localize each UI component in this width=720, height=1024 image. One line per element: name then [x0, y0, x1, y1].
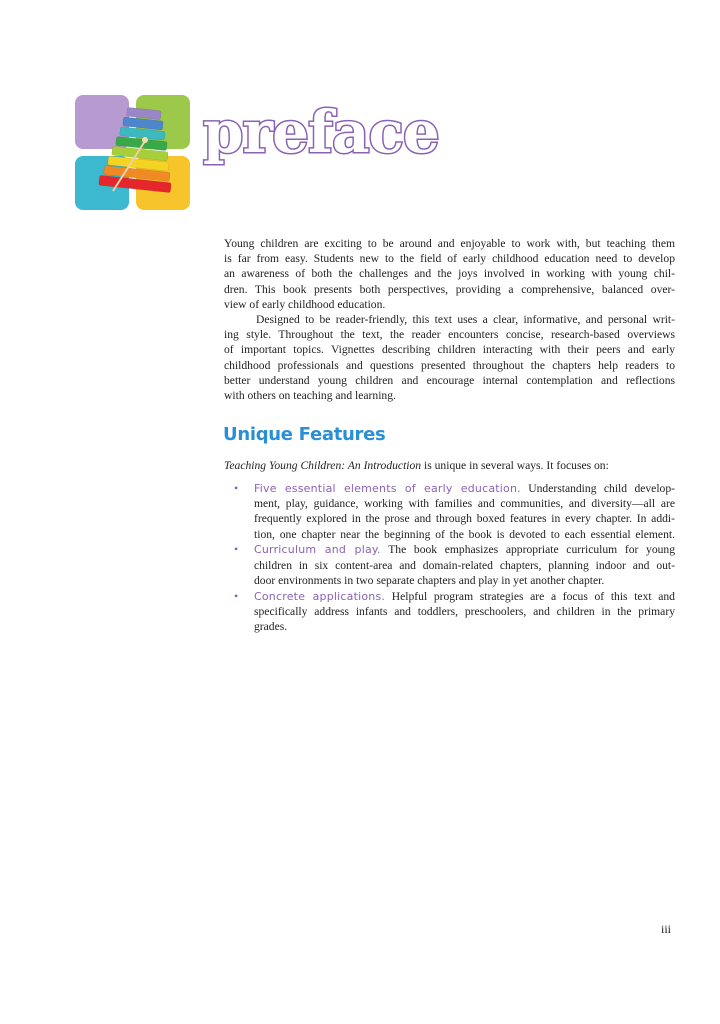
list-item — [234, 588, 675, 635]
text: is unique in several ways. It focuses on: — [421, 459, 609, 472]
text-line: with others on teaching and learning. — [224, 388, 396, 402]
text-line: frequently explored in the prose and through boxed features in every chapter. In addi- — [254, 512, 675, 526]
text-line: specifically address infants and toddlers, preschoolers, and children in the primary — [254, 604, 675, 618]
text-line: childhood professionals and questions presented throughout the chapters help readers to — [224, 358, 675, 372]
intro-paragraph-2 — [224, 312, 675, 403]
xylophone-logo — [75, 95, 191, 211]
features-list — [234, 481, 676, 635]
item-lead: Curriculum and play. — [254, 543, 381, 557]
list-item — [234, 481, 675, 542]
book-title: Teaching Young Children: An Introduction — [224, 459, 422, 472]
item-lead: Five essential elements of early education. — [254, 482, 521, 495]
text-line: children in six content-area and domain-related chapters, planning indoor and out- — [254, 558, 675, 572]
bullet-icon: • — [234, 542, 239, 557]
text-line: view of early childhood education. — [224, 297, 386, 311]
text: The book emphasizes appropriate curriculum for young — [380, 543, 676, 557]
text-line: door environments in two separate chapters and play in yet another chapter. — [254, 573, 605, 587]
intro-paragraph-1 — [224, 236, 675, 312]
text-line: grades. — [254, 619, 288, 633]
list-item — [234, 542, 676, 588]
page-title: preface — [203, 98, 439, 166]
text-line: an awareness of both the challenges and the joys involved in working with young chil- — [224, 267, 675, 281]
text-line: Designed to be reader-friendly, this text uses a clear, informative, and personal writ- — [256, 313, 675, 326]
text-line: of important topics. Vignettes describing children interacting with their peers and early — [224, 343, 675, 357]
text: Helpful program strategies are a focus of this text and — [385, 589, 675, 603]
text-line: Young children are exciting to be around and enjoyable to work with, but teaching them — [224, 237, 675, 250]
text-line: is far from easy. Students new to the field of early childhood education need to develop — [224, 252, 675, 266]
page-number: iii — [661, 922, 672, 936]
item-lead: Concrete applications. — [254, 589, 386, 603]
text-line: ment, play, guidance, working with families and communities, and diversity—all are — [254, 497, 675, 511]
text-line: better understand young children and encourage internal contemplation and reflections — [224, 373, 675, 387]
bullet-icon: • — [234, 588, 239, 603]
text-line: dren. This book presents both perspectives, providing a comprehensive, balanced over- — [224, 282, 675, 296]
text: Understanding child develop- — [520, 482, 675, 495]
text-line: tion, one chapter near the beginning of the book is devoted to each essential element. — [254, 527, 675, 541]
text-line: ing style. Throughout the text, the reader encounters concise, research-based overviews — [224, 328, 675, 342]
section-heading: Unique Features — [223, 424, 386, 445]
features-intro — [224, 458, 675, 473]
xylophone-icon — [75, 95, 191, 211]
bullet-icon: • — [234, 481, 239, 495]
